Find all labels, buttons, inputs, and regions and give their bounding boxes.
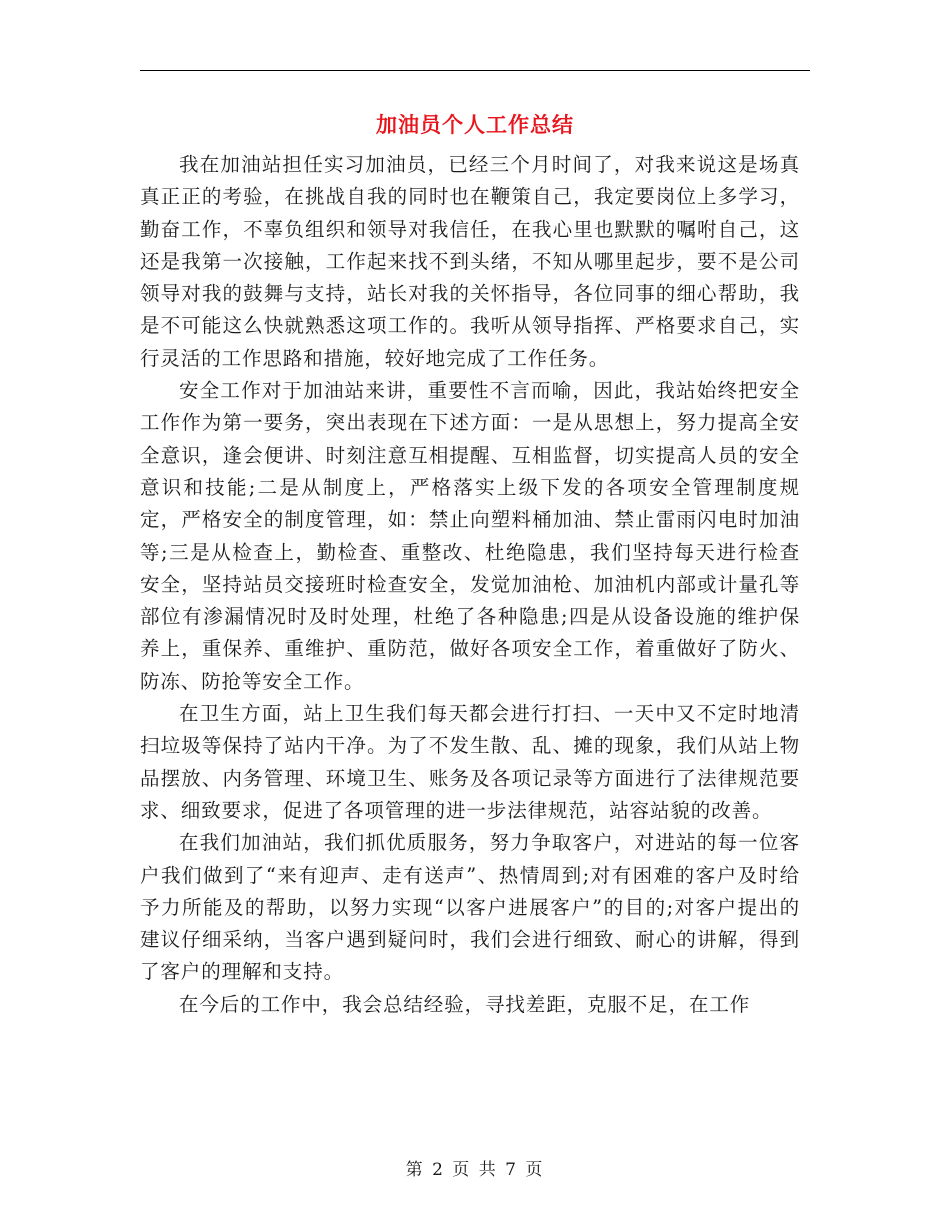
paragraph-safety: 安全工作对于加油站来讲，重要性不言而喻，因此，我站始终把安全工作作为第一要务，突出表现在下述方面：一是从思想上，努力提高全安全意识，逢会便讲、时刻注意互相提醒、互相监督，切实提高人员的安全意识和技能;二是从制度上，严格落实上级下发的各项安全管理制度规定，严格安全的制度管理，如：禁止向塑料桶加油、禁止雷雨闪电时加油等;三是从检查上，勤检查、重整改、杜绝隐患，我们坚持每天进行检查安全，坚持站员交接班时检查安全，发觉加油枪、加油机内部或计量孔等部位有渗漏情况时及时处理，杜绝了各种隐患;四是从设备设施的维护保养上，重保养、重维护、重防范，做好各项安全工作，着重做好了防火、防冻、防抢等安全工作。 [140,379,800,693]
paragraph-intro: 我在加油站担任实习加油员，已经三个月时间了，对我来说这是场真真正正的考验，在挑战自我的同时也在鞭策自己，我定要岗位上多学习，勤奋工作，不辜负组织和领导对我信任，在我心里也默默的嘱咐自己，这还是我第一次接触，工作起来找不到头绪，不知从哪里起步，要不是公司领导对我的鼓舞与支持，站长对我的关怀指导，各位同事的细心帮助，我是不可能这么快就熟悉这项工作的。我听从领导指挥、严格要求自己，实行灵活的工作思路和措施，较好地完成了工作任务。 [140,153,800,370]
header-rule [140,70,810,71]
document-body [140,149,800,1021]
paragraph-hygiene: 在卫生方面，站上卫生我们每天都会进行打扫、一天中又不定时地清扫垃圾等保持了站内干净。为了不发生散、乱、摊的现象，我们从站上物品摆放、内务管理、环境卫生、账务及各项记录等方面进行了法律规范要求、细致要求，促进了各项管理的进一步法律规范，站容站貌的改善。 [140,702,800,822]
page-number-footer: 第 2 页 共 7 页 [405,1160,545,1180]
document-title: 加油员个人工作总结 [376,112,574,137]
paragraph-service: 在我们加油站，我们抓优质服务，努力争取客户，对进站的每一位客户我们做到了“来有迎声、走有送声”、热情周到;对有困难的客户及时给予力所能及的帮助，以努力实现“以客户进展客户”的目的;对客户提出的建议仔细采纳，当客户遇到疑问时，我们会进行细致、耐心的讲解，得到了客户的理解和支持。 [140,831,800,984]
paragraph-future: 在今后的工作中，我会总结经验，寻找差距，克服不足，在工作 [179,992,751,1016]
